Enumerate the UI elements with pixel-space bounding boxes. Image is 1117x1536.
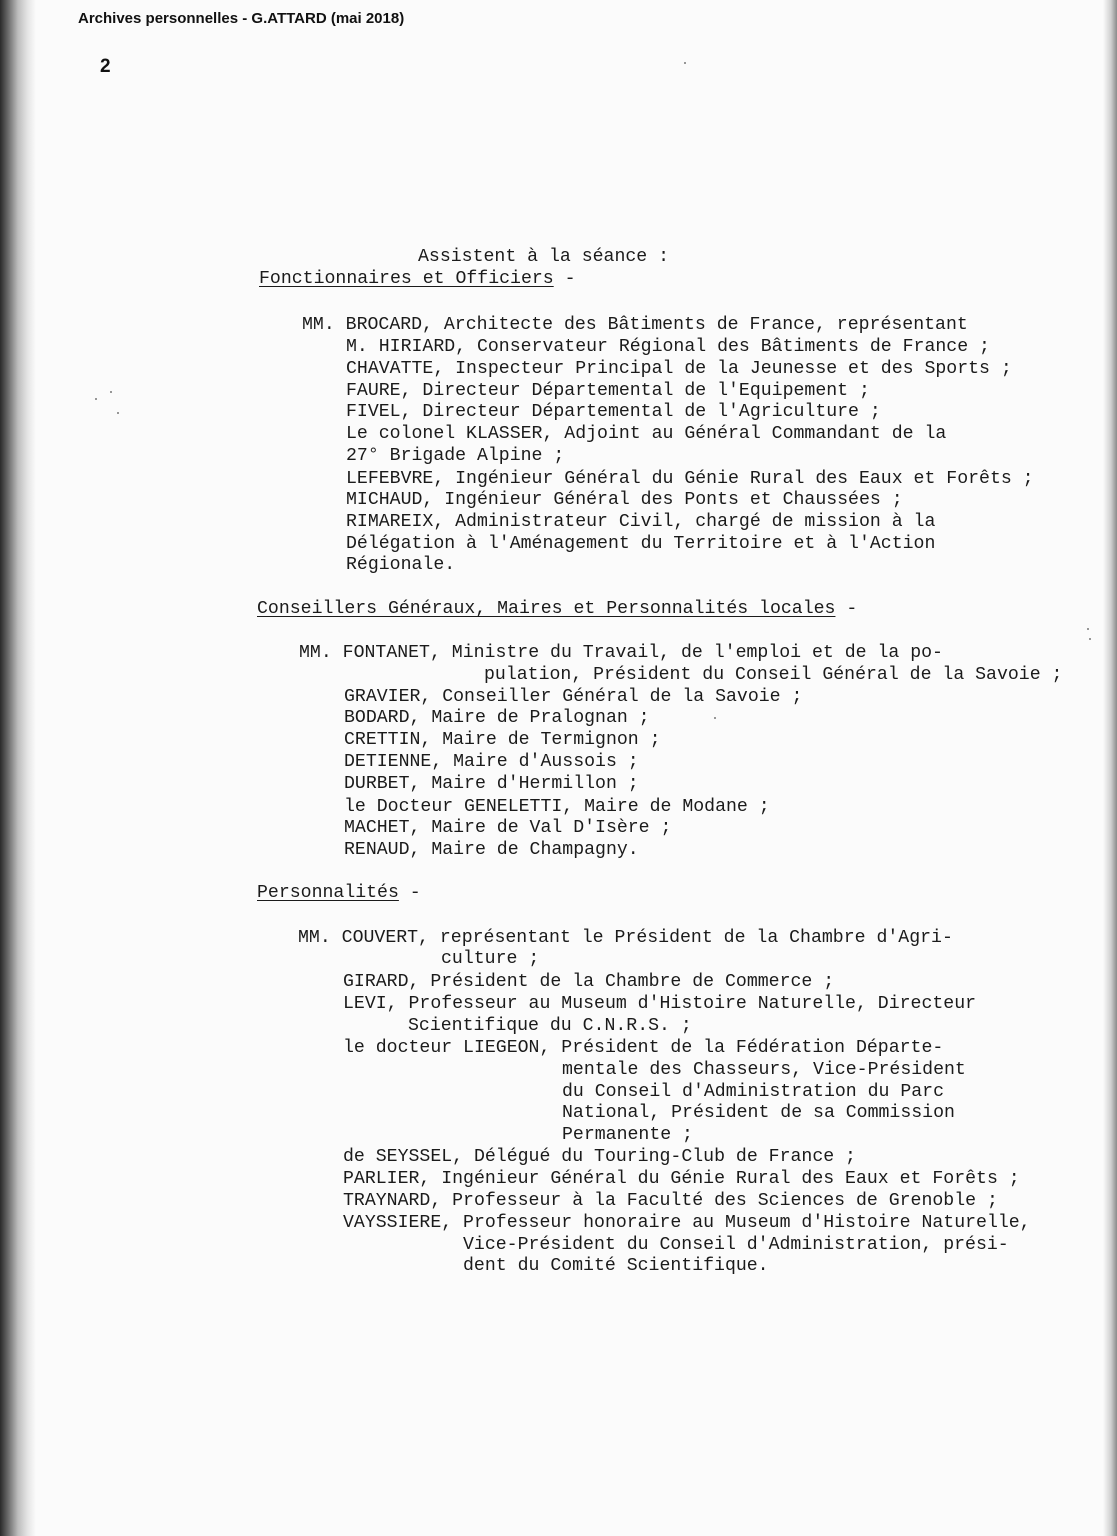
scan-right-edge (1103, 0, 1117, 1536)
scan-speck (95, 398, 97, 400)
section-title-local (257, 599, 857, 620)
scan-speck (714, 717, 716, 719)
scan-binding-shadow (0, 0, 36, 1536)
attendee-line: Le colonel KLASSER, Adjoint au Général Commandant de la (346, 424, 947, 444)
attendee-line: dent du Comité Scientifique. (463, 1256, 769, 1276)
section-title-text: Personnalités (257, 883, 399, 903)
attendee-line: RENAUD, Maire de Champagny. (344, 840, 639, 860)
section-title-suffix: - (398, 883, 421, 903)
attendee-line: MACHET, Maire de Val D'Isère ; (344, 818, 672, 838)
attendee-line: GRAVIER, Conseiller Général de la Savoie ; (344, 687, 803, 707)
section-title-text: Fonctionnaires et Officiers (259, 269, 554, 289)
attendee-line: TRAYNARD, Professeur à la Faculté des Sciences de Grenoble ; (343, 1191, 998, 1211)
section-title-personalities (257, 883, 421, 904)
attendee-line: M. HIRIARD, Conservateur Régional des Bâtiments de France ; (346, 337, 990, 357)
attendee-line: le docteur LIEGEON, Président de la Fédération Départe- (343, 1038, 944, 1058)
attendee-line: 27° Brigade Alpine ; (346, 446, 565, 466)
attendee-line: DETIENNE, Maire d'Aussois ; (344, 752, 639, 772)
attendee-line: Vice-Président du Conseil d'Administration, prési- (463, 1235, 1009, 1255)
attendee-line: LEFEBVRE, Ingénieur Général du Génie Rural des Eaux et Forêts ; (346, 469, 1034, 489)
attendee-line: BODARD, Maire de Pralognan ; (344, 708, 650, 728)
attendee-line: du Conseil d'Administration du Parc (562, 1082, 944, 1102)
section-title-text: Conseillers Généraux, Maires et Personnalités locales (257, 599, 836, 619)
attendee-line: DURBET, Maire d'Hermillon ; (344, 774, 639, 794)
section-title-officials (259, 269, 576, 290)
scan-speck (110, 391, 112, 393)
attendee-line: VAYSSIERE, Professeur honoraire au Museum d'Histoire Naturelle, (343, 1213, 1031, 1233)
attendee-line: MICHAUD, Ingénieur Général des Ponts et Chaussées ; (346, 490, 903, 510)
archive-header: Archives personnelles - G.ATTARD (mai 2018) (78, 10, 405, 27)
attendee-line: FAURE, Directeur Départemental de l'Equipement ; (346, 381, 870, 401)
attendee-line: FIVEL, Directeur Départemental de l'Agriculture ; (346, 402, 881, 422)
attendee-line: Régionale. (346, 555, 456, 575)
attendee-line: pulation, Président du Conseil Général de la Savoie ; (484, 665, 1063, 685)
attendee-line: GIRARD, Président de la Chambre de Commerce ; (343, 972, 835, 992)
attendee-line: LEVI, Professeur au Museum d'Histoire Naturelle, Directeur (343, 994, 977, 1014)
section-title-suffix: - (835, 599, 858, 619)
attendee-line: Délégation à l'Aménagement du Territoire et à l'Action (346, 534, 936, 554)
scan-speck (684, 62, 686, 64)
attendee-line: MM. COUVERT, représentant le Président de la Chambre d'Agri- (298, 928, 953, 948)
attendee-line: National, Président de sa Commission (562, 1103, 955, 1123)
attendee-line: RIMAREIX, Administrateur Civil, chargé de mission à la (346, 512, 936, 532)
attendee-line: CRETTIN, Maire de Termignon ; (344, 730, 661, 750)
section-title-suffix: - (553, 269, 576, 289)
attendee-line: CHAVATTE, Inspecteur Principal de la Jeunesse et des Sports ; (346, 359, 1012, 379)
attendee-line: MM. BROCARD, Architecte des Bâtiments de France, représentant (302, 315, 968, 335)
page-number: 2 (100, 56, 111, 77)
attendee-line: le Docteur GENELETTI, Maire de Modane ; (344, 797, 770, 817)
attendee-line: PARLIER, Ingénieur Général du Génie Rural des Eaux et Forêts ; (343, 1169, 1020, 1189)
scan-speck (1089, 638, 1091, 640)
attendee-line: mentale des Chasseurs, Vice-Président (562, 1060, 966, 1080)
scan-speck (117, 412, 119, 414)
scan-speck (1087, 628, 1089, 630)
attendee-line: Scientifique du C.N.R.S. ; (408, 1016, 692, 1036)
attendance-heading: Assistent à la séance : (418, 247, 670, 267)
attendee-line: de SEYSSEL, Délégué du Touring-Club de France ; (343, 1147, 856, 1167)
attendee-line: Permanente ; (562, 1125, 693, 1145)
attendee-line: culture ; (441, 949, 540, 969)
attendee-line: MM. FONTANET, Ministre du Travail, de l'emploi et de la po- (299, 643, 943, 663)
